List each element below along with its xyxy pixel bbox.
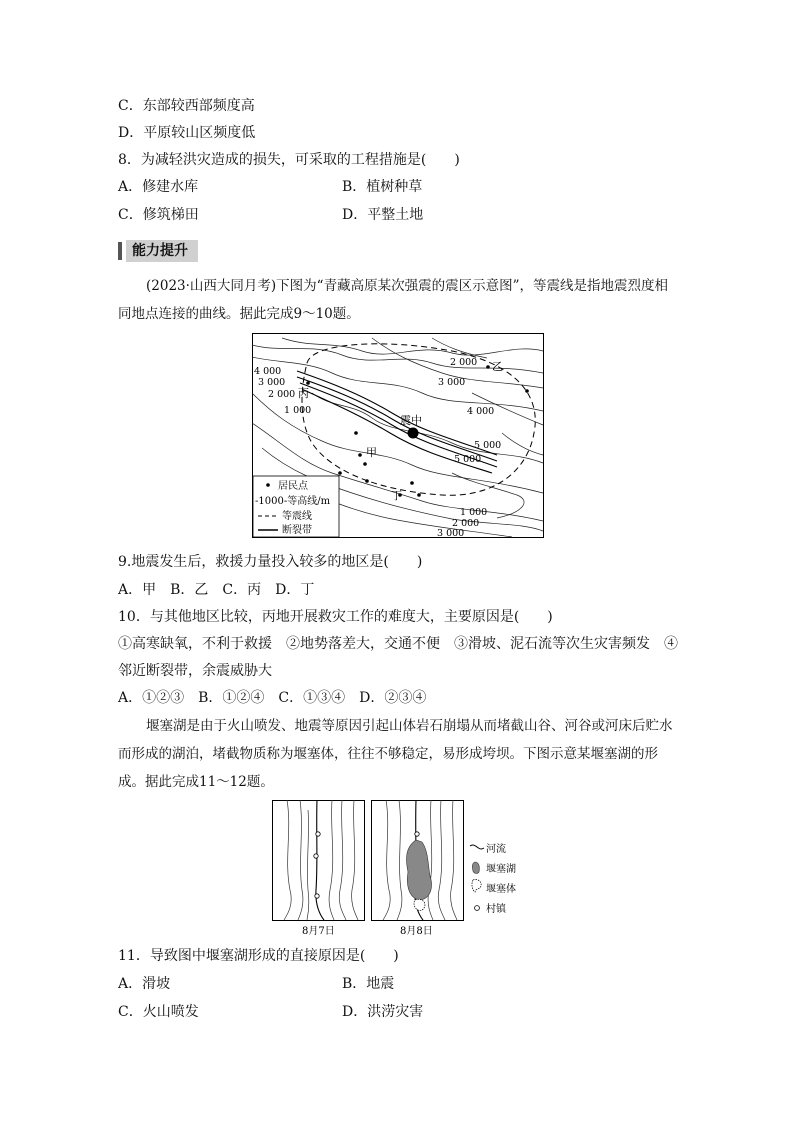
legend-lake: 堰塞湖: [486, 864, 516, 875]
contour-label: 3 000: [438, 377, 466, 388]
q11-option-d: D．洪涝灾害: [342, 1004, 424, 1020]
earthquake-map: [252, 333, 544, 538]
contour-label: 2 000: [452, 518, 480, 529]
contour-label: 3 000: [437, 528, 465, 538]
label-bing: 丙: [298, 387, 309, 400]
legend-contour: -1000-等高线/m: [255, 496, 331, 507]
q10-options: A．①②③ B．①②④ C．①③④ D．②③④: [118, 690, 427, 706]
q8-option-d: D．平整土地: [342, 207, 424, 223]
contour-label: 1 000: [460, 507, 488, 518]
legend-isoseismal: 等震线: [282, 511, 312, 522]
q9-options: A．甲 B．乙 C．丙 D．丁: [118, 582, 315, 598]
legend-dam: 堰塞体: [486, 884, 516, 895]
intro-9-10: (2023·山西大同月考)下图为“青藏高原某次强震的震区示意图”，等震线是指地震烈度相同地点连接的曲线。据此完成9～10题。: [118, 278, 668, 322]
contour-label: 2 000: [450, 357, 478, 368]
q10-items-line2: 邻近断裂带，余震威胁大: [118, 663, 272, 679]
intro-11-12: 堰塞湖是由于火山喷发、地震等原因引起山体岩石崩塌从而堵截山谷、河谷或河床后贮水而形成的湖泊，堵截物质称为堰塞体，往往不够稳定，易形成垮坝。下图示意某堰塞湖的形成。据此完成11～12题。: [118, 718, 673, 790]
q8-option-a: A．修建水库: [118, 179, 199, 195]
caption-aug7: 8月7日: [302, 926, 335, 937]
contour-label: 3 000: [258, 377, 286, 388]
contour-label: 1 000: [284, 405, 312, 416]
q10-stem: 10．与其他地区比较，丙地开展救灾工作的难度大，主要原因是( ): [118, 609, 553, 625]
contour-label: 4 000: [467, 406, 495, 417]
q11-stem: 11．导致图中堰塞湖形成的直接原因是( ): [118, 948, 399, 964]
q11-option-c: C．火山喷发: [118, 1004, 199, 1020]
legend-town: 村镇: [486, 904, 506, 915]
epicenter-label: 震中: [400, 414, 422, 427]
label-jia: 甲: [366, 446, 377, 459]
section-heading: [118, 240, 198, 262]
dammed-lake-map: [272, 800, 532, 940]
q7-option-c: C．东部较西部频度高: [118, 98, 255, 114]
q10-items-line1: ①高寒缺氧，不利于救援 ②地势落差大，交通不便 ③滑坡、泥石流等次生灾害频发 ④: [118, 636, 678, 652]
contour-label: 4 000: [254, 366, 282, 377]
contour-label: 5 000: [474, 440, 502, 451]
q7-option-d: D．平原较山区频度低: [118, 125, 256, 141]
legend-fault: 断裂带: [282, 525, 312, 536]
caption-aug8: 8月8日: [400, 926, 433, 937]
section-title: 能力提升: [126, 240, 198, 262]
label-yi: 乙: [492, 360, 503, 373]
q9-stem: 9.地震发生后，救援力量投入较多的地区是( ): [118, 554, 423, 570]
q8-option-c: C．修筑梯田: [118, 207, 199, 223]
contour-label: 5 000: [454, 454, 482, 465]
legend-river: 河流: [486, 844, 506, 855]
q8-option-b: B．植树种草: [342, 179, 423, 195]
legend-settlement: 居民点: [278, 481, 308, 492]
label-ding: 丁: [391, 489, 402, 502]
contour-label: 2 000: [268, 389, 296, 400]
q11-option-b: B．地震: [342, 976, 395, 992]
q8-stem: 8．为减轻洪灾造成的损失，可采取的工程措施是( ): [118, 152, 460, 168]
section-bar: [118, 242, 122, 260]
q11-option-a: A．滑坡: [118, 976, 171, 992]
